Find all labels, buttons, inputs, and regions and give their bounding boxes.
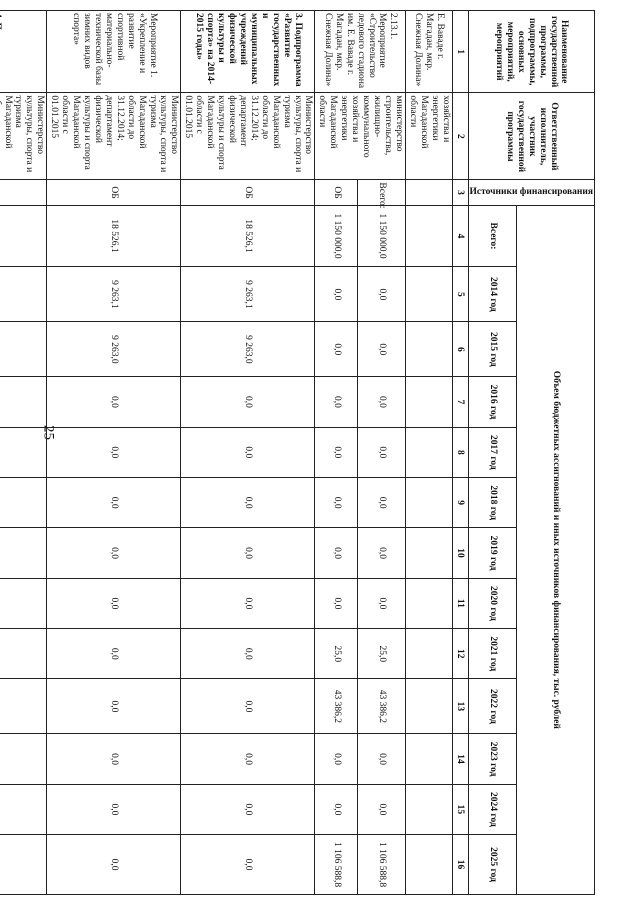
value-cell (405, 835, 452, 895)
value-cell: 0,0 (181, 528, 315, 578)
value-cell (405, 629, 452, 679)
value-cell: 0,0 (315, 784, 358, 834)
row-source (0, 180, 47, 205)
value-cell (0, 734, 47, 784)
row-source: ОБ (47, 180, 181, 205)
value-cell: 43 386,2 (358, 679, 405, 734)
value-cell: 0,0 (47, 734, 181, 784)
value-cell: 0,0 (358, 322, 405, 377)
row-name: Мероприятие 1. «Укрепление и развитие спортивной материально-технической базы зимних видов спорта» (47, 11, 181, 93)
index-cell: 7 (452, 377, 468, 427)
row-name: 3. Подпрограмма «Развитие государственных и муниципальных учреждений физической культуры и спорта» на 2014-2015 годы» (181, 11, 315, 93)
value-cell (0, 629, 47, 679)
header-source-text: Источники финансирования (469, 187, 593, 198)
value-cell (405, 377, 452, 427)
value-cell: 0,0 (315, 578, 358, 628)
value-cell (0, 427, 47, 477)
header-total: Всего: (468, 205, 517, 267)
header-funding-group: Объем бюджетных ассигнований и иных источников финансирования, тыс. рублей (517, 205, 595, 894)
table-row (405, 11, 452, 895)
row-source: ОБ (181, 180, 315, 205)
value-cell: 18 526,1 (47, 205, 181, 267)
row-name: Е. Ваваде г. Магадан, мкр. Снежная Долина» (405, 11, 452, 93)
index-cell: 9 (452, 478, 468, 528)
value-cell: 0,0 (315, 377, 358, 427)
index-cell: 2 (452, 93, 468, 180)
value-cell (0, 205, 47, 267)
header-year: 2018 год (468, 478, 517, 528)
value-cell (0, 377, 47, 427)
value-cell: 0,0 (315, 267, 358, 322)
index-row (452, 11, 468, 895)
value-cell: 1 106 588,8 (315, 835, 358, 895)
value-cell: 0,0 (358, 267, 405, 322)
page-number: 25 (40, 425, 57, 440)
value-cell: 0,0 (358, 784, 405, 834)
header-row-1 (517, 11, 595, 895)
value-cell: 0,0 (315, 427, 358, 477)
value-cell: 0,0 (358, 377, 405, 427)
value-cell: 0,0 (181, 427, 315, 477)
header-year: 2023 год (468, 734, 517, 784)
row-executor: Министерство культуры, спорта и туризма Магаданской области до 31.12.2014; департамент физической культуры и спорта Магаданской области с 01.01.2015 (47, 93, 181, 180)
header-year: 2022 год (468, 679, 517, 734)
value-cell (405, 528, 452, 578)
value-cell: 0,0 (181, 679, 315, 734)
value-cell (0, 267, 47, 322)
row-executor: министерство строительства, жилищно-коммунального хозяйства и энергетики Магаданской области (315, 93, 405, 180)
index-cell: 3 (452, 180, 468, 205)
row-source (405, 180, 452, 205)
value-cell (0, 528, 47, 578)
value-cell (0, 784, 47, 834)
header-year: 2025 год (468, 835, 517, 895)
header-year: 2014 год (468, 267, 517, 322)
table-row (47, 11, 181, 895)
table-row (0, 11, 47, 895)
row-source: ОБ (315, 180, 358, 205)
header-executor: Ответственный исполнитель, участник государственной программы (468, 93, 594, 180)
value-cell: 0,0 (47, 629, 181, 679)
value-cell: 0,0 (358, 734, 405, 784)
value-cell (405, 578, 452, 628)
value-cell (405, 267, 452, 322)
value-cell: 1 106 588,8 (358, 835, 405, 895)
value-cell: 0,0 (358, 578, 405, 628)
index-cell: 6 (452, 322, 468, 377)
header-year: 2020 год (468, 578, 517, 628)
value-cell: 18 526,1 (181, 205, 315, 267)
header-year: 2016 год (468, 377, 517, 427)
value-cell: 0,0 (315, 478, 358, 528)
value-cell: 43 386,2 (315, 679, 358, 734)
value-cell: 9 263,0 (47, 322, 181, 377)
row-executor: Министерство культуры, спорта и туризма Магаданской области до 31.12.2014; департамент физической культуры и спорта Магаданской области с 01.01.2015 (181, 93, 315, 180)
header-year: 2019 год (468, 528, 517, 578)
header-year: 2021 год (468, 629, 517, 679)
value-cell: 0,0 (315, 322, 358, 377)
value-cell: 0,0 (47, 784, 181, 834)
value-cell: 25,0 (358, 629, 405, 679)
index-cell: 5 (452, 267, 468, 322)
row-source: Всего: (358, 180, 405, 205)
index-cell: 11 (452, 578, 468, 628)
value-cell (405, 734, 452, 784)
header-program-name: Наименование государственной программы, подпрограммы, основных мероприятий, мероприятий (468, 11, 594, 93)
value-cell (0, 322, 47, 377)
value-cell: 0,0 (181, 734, 315, 784)
value-cell: 0,0 (181, 377, 315, 427)
value-cell: 0,0 (315, 528, 358, 578)
value-cell (405, 784, 452, 834)
value-cell (405, 322, 452, 377)
value-cell: 0,0 (358, 478, 405, 528)
value-cell: 0,0 (47, 835, 181, 895)
value-cell: 0,0 (358, 528, 405, 578)
value-cell (0, 835, 47, 895)
value-cell: 0,0 (47, 679, 181, 734)
row-executor: Министерство культуры, спорта и туризма Магаданской (0, 93, 47, 180)
value-cell (0, 679, 47, 734)
value-cell: 9 263,1 (181, 267, 315, 322)
header-source (468, 180, 594, 205)
index-cell: 14 (452, 734, 468, 784)
index-cell: 4 (452, 205, 468, 267)
index-cell: 12 (452, 629, 468, 679)
index-cell: 16 (452, 835, 468, 895)
value-cell (0, 478, 47, 528)
index-cell: 1 (452, 11, 468, 93)
value-cell: 1 150 000,0 (358, 205, 405, 267)
rotated-table-wrapper (2, 10, 595, 895)
index-cell: 15 (452, 784, 468, 834)
value-cell (0, 578, 47, 628)
value-cell: 1 150 000,0 (315, 205, 358, 267)
value-cell: 25,0 (315, 629, 358, 679)
value-cell: 0,0 (181, 629, 315, 679)
row-name: 2.13.1. Мероприятие «Строительство ледового стадиона им. Е. Ваваде г. Магадан, мкр. Снежная Долина» (315, 11, 405, 93)
value-cell: 9 263,1 (47, 267, 181, 322)
value-cell: 0,0 (47, 377, 181, 427)
index-cell: 10 (452, 528, 468, 578)
value-cell: 0,0 (47, 528, 181, 578)
header-year: 2015 год (468, 322, 517, 377)
row-name (0, 11, 47, 93)
value-cell: 0,0 (47, 478, 181, 528)
value-cell: 0,0 (181, 578, 315, 628)
value-cell (405, 427, 452, 477)
table-row (181, 11, 315, 895)
value-cell: 0,0 (358, 427, 405, 477)
value-cell: 0,0 (47, 578, 181, 628)
row-executor: хозяйства и энергетики Магаданской области (405, 93, 452, 180)
value-cell: 0,0 (315, 734, 358, 784)
value-cell: 9 263,0 (181, 322, 315, 377)
value-cell (405, 205, 452, 267)
value-cell (405, 679, 452, 734)
value-cell (405, 478, 452, 528)
table-row (358, 11, 405, 895)
value-cell: 0,0 (47, 427, 181, 477)
value-cell: 0,0 (181, 835, 315, 895)
financing-table (0, 10, 595, 895)
index-cell: 13 (452, 679, 468, 734)
index-cell: 8 (452, 427, 468, 477)
value-cell: 0,0 (181, 478, 315, 528)
header-year: 2017 год (468, 427, 517, 477)
value-cell: 0,0 (181, 784, 315, 834)
header-year: 2024 год (468, 784, 517, 834)
